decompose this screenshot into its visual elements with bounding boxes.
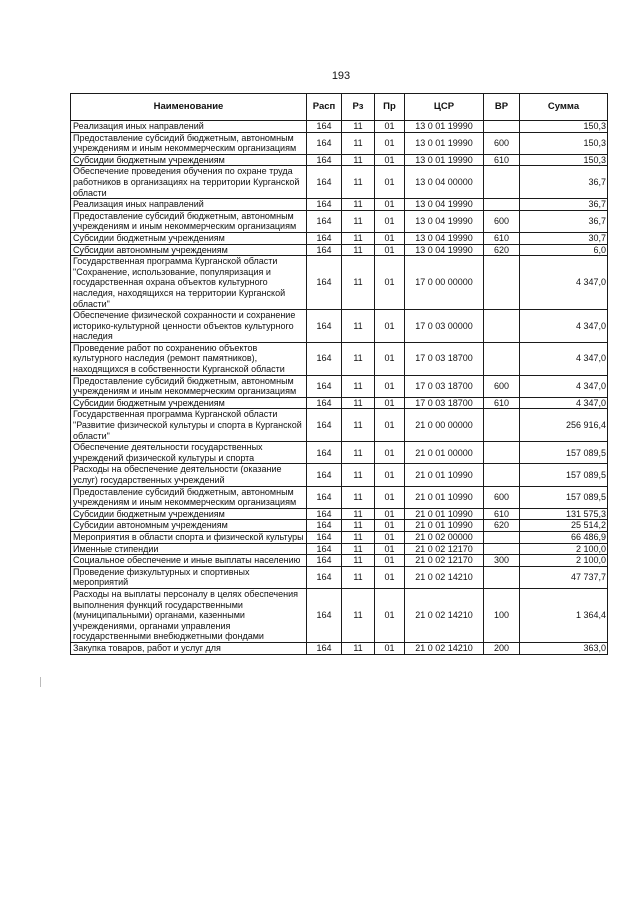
- cell-sum: 157 089,5: [520, 486, 608, 508]
- cell-pr: 01: [375, 397, 405, 409]
- cell-name: Социальное обеспечение и иные выплаты населению: [71, 555, 307, 567]
- cell-pr: 01: [375, 588, 405, 642]
- cell-rz: 11: [342, 154, 375, 166]
- cell-rz: 11: [342, 256, 375, 310]
- cell-name: Обеспечение деятельности государственных учреждений физической культуры и спорта: [71, 442, 307, 464]
- table-row: [71, 409, 608, 442]
- cell-rasp: 164: [307, 375, 342, 397]
- table-row: [71, 520, 608, 532]
- cell-pr: 01: [375, 199, 405, 211]
- cell-sum: 1 364,4: [520, 588, 608, 642]
- table-row: [71, 442, 608, 464]
- cell-pr: 01: [375, 166, 405, 199]
- cell-vr: [484, 531, 520, 543]
- table-header: [71, 94, 608, 121]
- table-row: [71, 508, 608, 520]
- cell-rasp: 164: [307, 508, 342, 520]
- cell-csr: 13 0 01 19990: [405, 132, 484, 154]
- table-row: [71, 210, 608, 232]
- cell-vr: [484, 342, 520, 375]
- cell-name: Субсидии бюджетным учреждениям: [71, 154, 307, 166]
- cell-csr: 21 0 02 12170: [405, 543, 484, 555]
- cell-vr: 100: [484, 588, 520, 642]
- cell-rz: 11: [342, 543, 375, 555]
- cell-name: Закупка товаров, работ и услуг для: [71, 642, 307, 654]
- cell-rz: 11: [342, 397, 375, 409]
- cell-rz: 11: [342, 310, 375, 343]
- cell-vr: [484, 543, 520, 555]
- table-row: [71, 132, 608, 154]
- cell-rasp: 164: [307, 566, 342, 588]
- cell-rz: 11: [342, 210, 375, 232]
- cell-rz: 11: [342, 555, 375, 567]
- cell-vr: 600: [484, 210, 520, 232]
- cell-sum: 4 347,0: [520, 256, 608, 310]
- header-rz: Рз: [342, 94, 375, 121]
- cell-pr: 01: [375, 210, 405, 232]
- cell-vr: [484, 199, 520, 211]
- cell-pr: 01: [375, 543, 405, 555]
- cell-sum: 4 347,0: [520, 375, 608, 397]
- cell-pr: 01: [375, 464, 405, 486]
- table-row: [71, 642, 608, 654]
- cell-vr: [484, 256, 520, 310]
- cell-pr: 01: [375, 310, 405, 343]
- cell-sum: 36,7: [520, 210, 608, 232]
- table-body: [71, 121, 608, 655]
- cell-rasp: 164: [307, 210, 342, 232]
- cell-sum: 36,7: [520, 166, 608, 199]
- cell-vr: 620: [484, 520, 520, 532]
- cell-csr: 13 0 04 19990: [405, 244, 484, 256]
- cell-pr: 01: [375, 232, 405, 244]
- cell-rz: 11: [342, 409, 375, 442]
- cell-rasp: 164: [307, 154, 342, 166]
- cell-csr: 21 0 01 10990: [405, 486, 484, 508]
- cell-vr: [484, 121, 520, 133]
- table-row: [71, 232, 608, 244]
- cell-rasp: 164: [307, 199, 342, 211]
- cell-rasp: 164: [307, 642, 342, 654]
- cell-rasp: 164: [307, 342, 342, 375]
- cell-csr: 21 0 02 14210: [405, 642, 484, 654]
- cell-name: Субсидии бюджетным учреждениям: [71, 232, 307, 244]
- cell-pr: 01: [375, 244, 405, 256]
- cell-csr: 17 0 03 18700: [405, 375, 484, 397]
- table-row: [71, 256, 608, 310]
- cell-sum: 256 916,4: [520, 409, 608, 442]
- cell-rz: 11: [342, 199, 375, 211]
- cell-rasp: 164: [307, 486, 342, 508]
- cell-rasp: 164: [307, 244, 342, 256]
- cell-sum: 150,3: [520, 154, 608, 166]
- table-row: [71, 464, 608, 486]
- cell-rz: 11: [342, 464, 375, 486]
- cell-rasp: 164: [307, 531, 342, 543]
- scan-mark: [40, 677, 41, 687]
- cell-rz: 11: [342, 588, 375, 642]
- cell-rasp: 164: [307, 555, 342, 567]
- cell-name: Обеспечение проведения обучения по охране труда работников в организациях на территории Курганской области: [71, 166, 307, 199]
- table-row: [71, 154, 608, 166]
- cell-name: Реализация иных направлений: [71, 121, 307, 133]
- cell-sum: 47 737,7: [520, 566, 608, 588]
- cell-name: Субсидии бюджетным учреждениям: [71, 397, 307, 409]
- cell-name: Проведение работ по сохранению объектов культурного наследия (ремонт памятников), находящихся в собственности Курганской области: [71, 342, 307, 375]
- table-row: [71, 543, 608, 555]
- page-number: 193: [331, 70, 351, 82]
- cell-sum: 2 100,0: [520, 543, 608, 555]
- cell-rz: 11: [342, 232, 375, 244]
- header-csr: ЦСР: [405, 94, 484, 121]
- cell-pr: 01: [375, 132, 405, 154]
- cell-vr: 600: [484, 375, 520, 397]
- cell-rasp: 164: [307, 256, 342, 310]
- cell-vr: 610: [484, 232, 520, 244]
- cell-rasp: 164: [307, 132, 342, 154]
- table-row: [71, 342, 608, 375]
- cell-vr: 610: [484, 397, 520, 409]
- cell-name: Именные стипендии: [71, 543, 307, 555]
- cell-csr: 21 0 01 10990: [405, 508, 484, 520]
- cell-rasp: 164: [307, 520, 342, 532]
- cell-rz: 11: [342, 121, 375, 133]
- cell-pr: 01: [375, 409, 405, 442]
- cell-rz: 11: [342, 166, 375, 199]
- cell-rz: 11: [342, 566, 375, 588]
- cell-pr: 01: [375, 256, 405, 310]
- cell-rasp: 164: [307, 310, 342, 343]
- cell-name: Государственная программа Курганской области "Развитие физической культуры и спорта в Курганской области": [71, 409, 307, 442]
- cell-rasp: 164: [307, 588, 342, 642]
- cell-sum: 157 089,5: [520, 442, 608, 464]
- cell-name: Предоставление субсидий бюджетным, автономным учреждениям и иным некоммерческим организациям: [71, 486, 307, 508]
- cell-sum: 4 347,0: [520, 397, 608, 409]
- cell-csr: 13 0 01 19990: [405, 154, 484, 166]
- cell-name: Мероприятия в области спорта и физической культуры: [71, 531, 307, 543]
- cell-rz: 11: [342, 244, 375, 256]
- cell-rz: 11: [342, 486, 375, 508]
- cell-sum: 30,7: [520, 232, 608, 244]
- cell-rz: 11: [342, 520, 375, 532]
- cell-name: Предоставление субсидий бюджетным, автономным учреждениям и иным некоммерческим организациям: [71, 132, 307, 154]
- table-row: [71, 310, 608, 343]
- cell-rz: 11: [342, 342, 375, 375]
- table-row: [71, 166, 608, 199]
- cell-rz: 11: [342, 375, 375, 397]
- table-row: [71, 244, 608, 256]
- cell-csr: 21 0 02 14210: [405, 566, 484, 588]
- cell-csr: 13 0 01 19990: [405, 121, 484, 133]
- cell-vr: 610: [484, 154, 520, 166]
- budget-table: [70, 93, 608, 655]
- table-row: [71, 555, 608, 567]
- cell-rasp: 164: [307, 409, 342, 442]
- cell-name: Субсидии автономным учреждениям: [71, 520, 307, 532]
- table-row: [71, 486, 608, 508]
- cell-sum: 66 486,9: [520, 531, 608, 543]
- cell-name: Расходы на обеспечение деятельности (оказание услуг) государственных учреждений: [71, 464, 307, 486]
- cell-sum: 363,0: [520, 642, 608, 654]
- cell-csr: 21 0 02 00000: [405, 531, 484, 543]
- cell-rz: 11: [342, 642, 375, 654]
- cell-csr: 13 0 04 00000: [405, 166, 484, 199]
- cell-rasp: 164: [307, 121, 342, 133]
- cell-pr: 01: [375, 520, 405, 532]
- cell-name: Субсидии бюджетным учреждениям: [71, 508, 307, 520]
- cell-vr: [484, 166, 520, 199]
- cell-rasp: 164: [307, 543, 342, 555]
- cell-pr: 01: [375, 375, 405, 397]
- cell-csr: 13 0 04 19990: [405, 199, 484, 211]
- cell-sum: 6,0: [520, 244, 608, 256]
- cell-pr: 01: [375, 566, 405, 588]
- cell-sum: 157 089,5: [520, 464, 608, 486]
- cell-name: Проведение физкультурных и спортивных мероприятий: [71, 566, 307, 588]
- cell-csr: 21 0 01 00000: [405, 442, 484, 464]
- cell-sum: 150,3: [520, 121, 608, 133]
- table-row: [71, 588, 608, 642]
- cell-csr: 21 0 01 10990: [405, 520, 484, 532]
- cell-rz: 11: [342, 531, 375, 543]
- cell-pr: 01: [375, 555, 405, 567]
- cell-vr: 600: [484, 132, 520, 154]
- cell-sum: 4 347,0: [520, 310, 608, 343]
- cell-csr: 21 0 01 10990: [405, 464, 484, 486]
- cell-name: Реализация иных направлений: [71, 199, 307, 211]
- cell-pr: 01: [375, 442, 405, 464]
- cell-vr: [484, 409, 520, 442]
- cell-csr: 21 0 00 00000: [405, 409, 484, 442]
- cell-csr: 17 0 00 00000: [405, 256, 484, 310]
- cell-csr: 13 0 04 19990: [405, 210, 484, 232]
- header-rasp: Расп: [307, 94, 342, 121]
- cell-vr: 600: [484, 486, 520, 508]
- cell-sum: 150,3: [520, 132, 608, 154]
- cell-rz: 11: [342, 132, 375, 154]
- cell-sum: 2 100,0: [520, 555, 608, 567]
- table-row: [71, 566, 608, 588]
- cell-csr: 17 0 03 18700: [405, 342, 484, 375]
- cell-sum: 25 514,2: [520, 520, 608, 532]
- cell-pr: 01: [375, 342, 405, 375]
- cell-rasp: 164: [307, 442, 342, 464]
- cell-name: Предоставление субсидий бюджетным, автономным учреждениям и иным некоммерческим организациям: [71, 210, 307, 232]
- cell-csr: 21 0 02 12170: [405, 555, 484, 567]
- cell-vr: [484, 442, 520, 464]
- cell-rasp: 164: [307, 232, 342, 244]
- cell-sum: 4 347,0: [520, 342, 608, 375]
- cell-rz: 11: [342, 442, 375, 464]
- cell-pr: 01: [375, 508, 405, 520]
- cell-sum: 131 575,3: [520, 508, 608, 520]
- cell-vr: 300: [484, 555, 520, 567]
- cell-vr: 620: [484, 244, 520, 256]
- cell-rasp: 164: [307, 166, 342, 199]
- cell-csr: 17 0 03 00000: [405, 310, 484, 343]
- cell-vr: 200: [484, 642, 520, 654]
- table-row: [71, 121, 608, 133]
- header-sum: Сумма: [520, 94, 608, 121]
- table-row: [71, 531, 608, 543]
- cell-csr: 13 0 04 19990: [405, 232, 484, 244]
- header-row: [71, 94, 608, 121]
- cell-csr: 21 0 02 14210: [405, 588, 484, 642]
- cell-rasp: 164: [307, 464, 342, 486]
- cell-name: Обеспечение физической сохранности и сохранение историко-культурной ценности объектов культурного наследия: [71, 310, 307, 343]
- header-name: Наименование: [71, 94, 307, 121]
- cell-vr: [484, 566, 520, 588]
- cell-name: Предоставление субсидий бюджетным, автономным учреждениям и иным некоммерческим организациям: [71, 375, 307, 397]
- cell-name: Государственная программа Курганской области "Сохранение, использование, популяризация и государственная охрана объектов культурного наследия, находящихся на территории Курганской области": [71, 256, 307, 310]
- table-row: [71, 397, 608, 409]
- header-pr: Пр: [375, 94, 405, 121]
- table-row: [71, 375, 608, 397]
- cell-pr: 01: [375, 486, 405, 508]
- header-vr: ВР: [484, 94, 520, 121]
- cell-vr: 610: [484, 508, 520, 520]
- cell-rasp: 164: [307, 397, 342, 409]
- cell-name: Субсидии автономным учреждениям: [71, 244, 307, 256]
- cell-csr: 17 0 03 18700: [405, 397, 484, 409]
- cell-name: Расходы на выплаты персоналу в целях обеспечения выполнения функций государственными (муниципальными) органами, казенными учреждениями, органами управления государственными внебюджетными фондами: [71, 588, 307, 642]
- table-row: [71, 199, 608, 211]
- cell-rz: 11: [342, 508, 375, 520]
- cell-pr: 01: [375, 121, 405, 133]
- cell-pr: 01: [375, 642, 405, 654]
- cell-sum: 36,7: [520, 199, 608, 211]
- cell-vr: [484, 310, 520, 343]
- cell-vr: [484, 464, 520, 486]
- cell-pr: 01: [375, 154, 405, 166]
- cell-pr: 01: [375, 531, 405, 543]
